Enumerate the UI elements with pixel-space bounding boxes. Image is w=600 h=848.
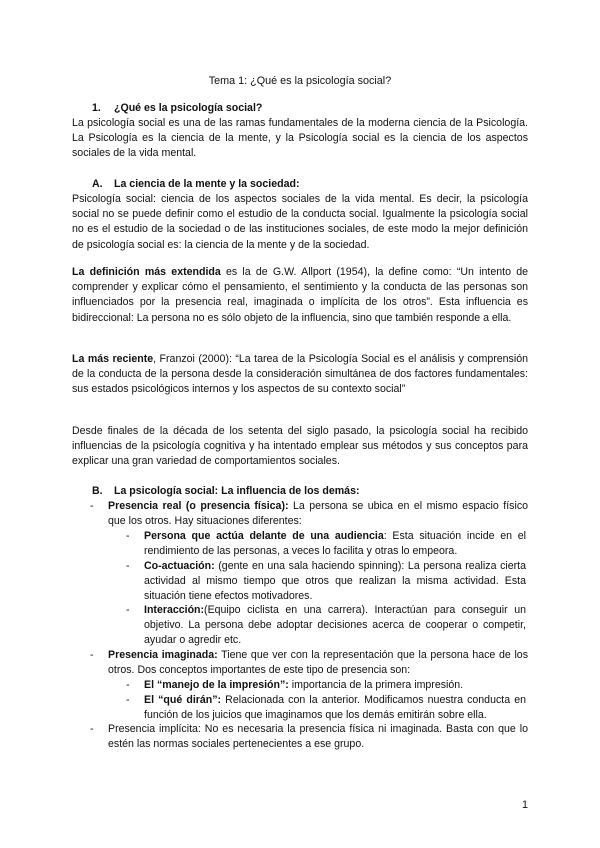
list-dash: -	[126, 604, 130, 616]
list-dash: -	[90, 500, 94, 512]
sublist-item-interaccion	[126, 603, 526, 649]
definition-allport	[72, 265, 528, 326]
presencia-imaginada-rest: Tiene que ver con la representación que la persona hace de los otros. Dos conceptos importantes de este tipo de presencia son:	[108, 649, 528, 677]
section-a-letter: A.	[92, 178, 103, 190]
section-1-heading	[92, 101, 528, 116]
sublist-item-coactuacion	[126, 559, 526, 605]
presencia-real-bold: Presencia real (o presencia física):	[108, 500, 289, 512]
manejo-rest: importancia de la primera impresión.	[288, 679, 464, 691]
audiencia-rest: : Esta situación incide en el rendimiento de las personas, a veces lo facilita y otras lo empeora.	[144, 530, 526, 558]
manejo-bold: El “manejo de la impresión”:	[144, 679, 289, 691]
list-item-presencia-imaginada	[72, 648, 528, 678]
definition-franzoi	[72, 352, 528, 398]
audiencia-bold: Persona que actúa delante de una audiencia	[144, 530, 384, 542]
list-item-presencia-implicita	[72, 722, 528, 752]
list-dash: -	[90, 649, 94, 661]
section-a-text	[72, 192, 528, 253]
page-title: Tema 1: ¿Qué es la psicología social?	[208, 75, 392, 87]
list-dash: -	[126, 679, 130, 691]
section-a-text-end: .	[366, 238, 370, 251]
section-1-heading-text: ¿Qué es la psicología social?	[114, 102, 263, 114]
section-b-heading	[92, 484, 528, 499]
section-b-heading-text: La psicología social: La influencia de los demás:	[114, 485, 360, 497]
list-dash: -	[126, 560, 130, 572]
interaccion-rest: (Equipo ciclista en una carrera). Interactúan para conseguir un objetivo. La persona debe adoptar decisiones acerca de cooperar o competir, ayudar o agredir etc.	[144, 604, 526, 647]
presencia-implicita-text: Presencia implícita: No es necesaria la presencia física ni imaginada. Basta con que lo estén las normas sociales pertenecientes a ese grupo.	[108, 723, 528, 751]
section-a-text-underlined: la ciencia de la mente y de la sociedad	[184, 238, 367, 251]
section-1-text: La psicología social es una de las ramas fundamentales de la moderna ciencia de la Psicología. La Psicología es la ciencia de la mente, y la Psicología social es la ciencia de los aspectos sociales de la vida mental.	[72, 117, 528, 160]
definition-allport-bold: La definición más extendida	[72, 266, 221, 278]
page-number: 1	[521, 799, 528, 811]
que-diran-bold: El “qué dirán”:	[144, 694, 222, 706]
que-diran-rest: Relacionada con la anterior. Modificamos nuestra conducta en función de los juicios que imaginamos que los demás emitirán sobre ella.	[144, 694, 526, 722]
section-a-text-plain: Psicología social: ciencia de los aspectos sociales de la vida mental. Es decir, la psicología social no se puede definir como el estudio de la conducta social. Igualmente la psicología social no es el estudio de la sociedad o de las instituciones sociales, de este modo la mejor definición de psicología social es:	[72, 193, 528, 251]
section-b-letter: B.	[92, 485, 103, 497]
history-paragraph: Desde finales de la década de los setenta del siglo pasado, la psicología social ha recibido influencias de la psicología cognitiva y ha intentado emplear sus métodos y sus conceptos para explicar una gran variedad de comportamientos sociales.	[72, 425, 528, 468]
definition-allport-rest: es la de G.W. Allport (1954), la define como: “Un intento de comprender y explicar cómo el pensamiento, el sentimiento y la conducta de las personas son influenciados por la presencia real, imaginada o implícita de los otros”. Esta influencia es bidireccional: La persona no es sólo objeto de la influencia, sino que también responde a ella.	[72, 266, 528, 324]
coactuacion-rest: (gente en una sala haciendo spinning): La persona realiza cierta actividad al mismo tiempo que otros que realizan la misma actividad. Esta situación tiene efectos motivadores.	[144, 560, 526, 603]
sublist-item-manejo-impresion	[126, 678, 526, 693]
section-a-heading-text: La ciencia de la mente y la sociedad:	[114, 178, 300, 190]
definition-franzoi-rest: , Franzoi (2000): “La tarea de la Psicología Social es el análisis y comprensión de la conducta de la persona desde la consideración simultánea de dos factores fundamentales: sus estados psicológicos internos y los aspectos de su contexto social”	[72, 353, 528, 396]
sublist-item-que-diran	[126, 693, 526, 723]
interaccion-bold: Interacción:	[144, 604, 205, 616]
definition-franzoi-bold: La más reciente	[72, 353, 154, 365]
list-dash: -	[90, 723, 94, 735]
list-dash: -	[126, 694, 130, 706]
list-dash: -	[126, 530, 130, 542]
section-1-number: 1.	[92, 102, 101, 114]
list-item-presencia-real	[72, 499, 528, 529]
section-a-heading	[92, 177, 528, 192]
coactuacion-bold: Co-actuación:	[144, 560, 215, 572]
presencia-real-rest: La persona se ubica en el mismo espacio físico que los otros. Hay situaciones diferentes:	[108, 500, 529, 528]
presencia-imaginada-bold: Presencia imaginada:	[108, 649, 218, 661]
sublist-item-audiencia	[126, 529, 526, 559]
